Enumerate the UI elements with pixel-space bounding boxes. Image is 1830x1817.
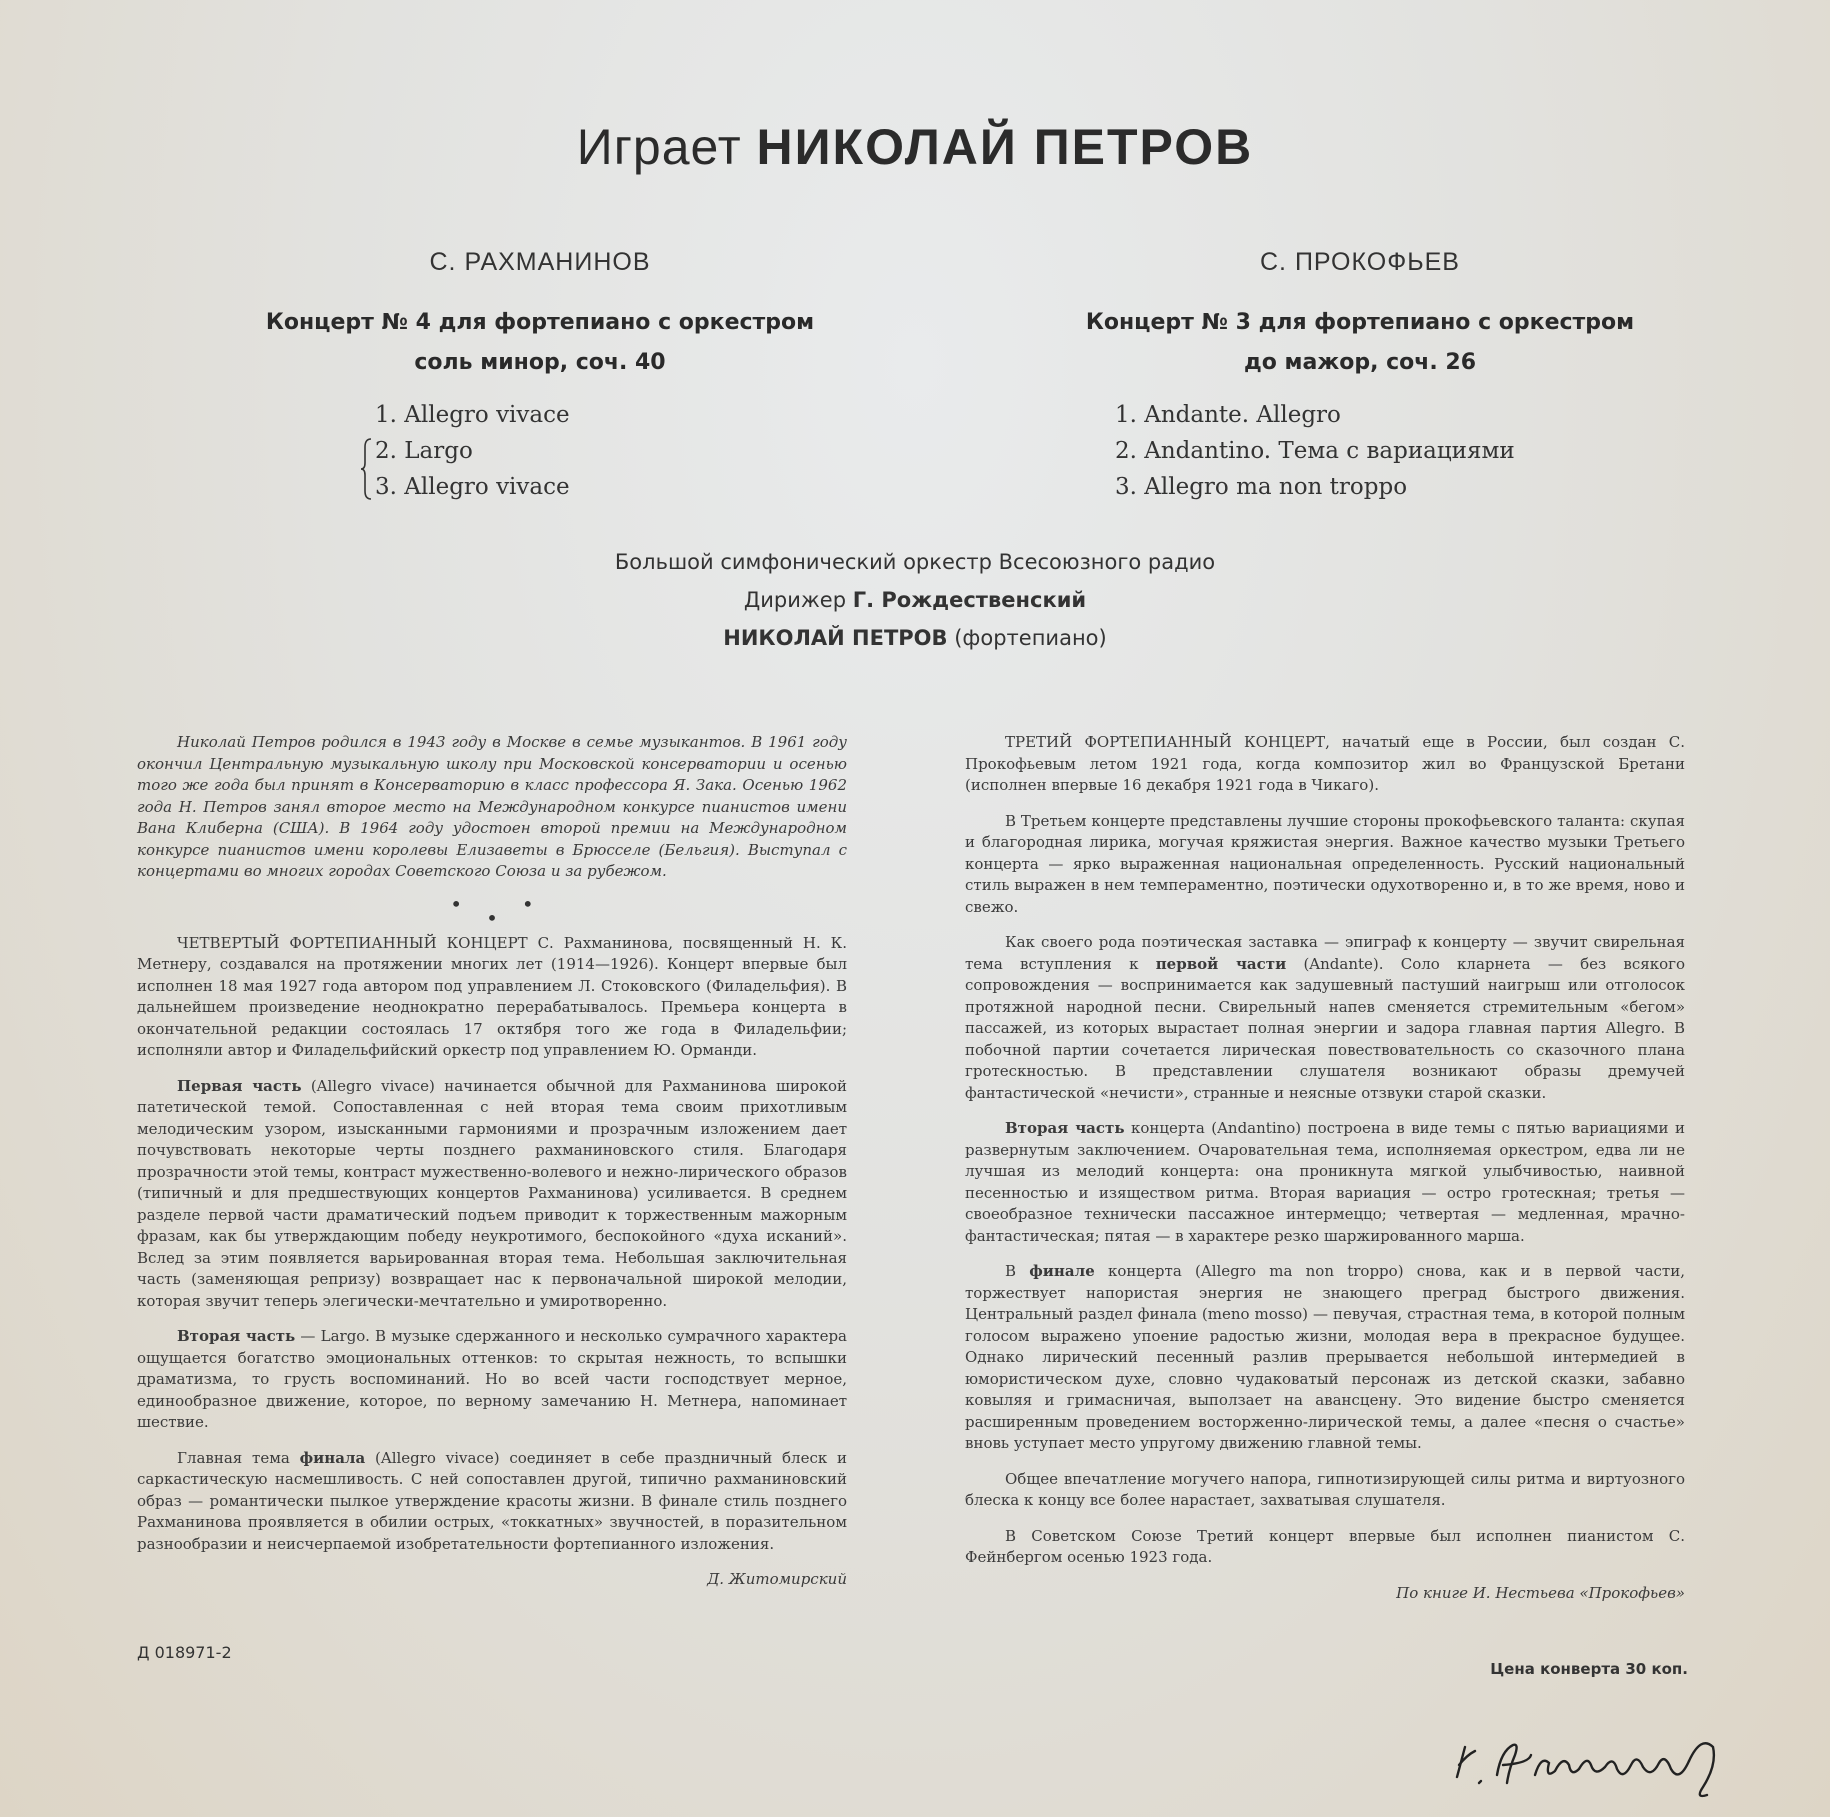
- headline-prefix: Играет: [576, 119, 742, 175]
- notes-paragraph: Главная тема финала (Allegro vivace) соединяет в себе праздничный блеск и саркастическую насмешливость. С ней сопоставлен другой, типично рахманиновский образ — романтически пылкое утверждение красоты жизни. В финале стиль позднего Рахманинова проявляется в обилии острых, «токкатных» звучностей, в поразительном разнообразии и неисчерпаемой изобретательности фортепианного изложения.: [137, 1448, 847, 1553]
- work-title-line1: Концерт № 4 для фортепиано с оркестром: [265, 310, 815, 335]
- notes-column-left: [137, 732, 847, 1591]
- notes-paragraph: Вторая часть концерта (Andantino) построена в виде темы с пятью вариациями и развернутым заключением. Очаровательная тема, исполняемая оркестром, едва ли не лучшая из мелодий концерта: она проникнута мягкой улыбчивостью, наивной песенностью и изяществом ритма. Вторая вариация — остро гротескная; третья — своеобразное технически пассажное интермеццо; четвертая — медленная, мрачно-фантастическая; пятая — в характере резко шаржированного марша.: [965, 1119, 1686, 1245]
- notes-paragraph: В Третьем концерте представлены лучшие стороны прокофьевского таланта: скупая и благородная лирика, могучая кряжистая энергия. Важное качество музыки Третьего концерта — ярко выраженная национальная определенность. Русский национальный стиль выражен в нем темпераментно, поэтически одухотворенно и, в то же время, ново и свежо.: [965, 811, 1685, 916]
- conductor-name: Г. Рождественский: [852, 588, 1087, 612]
- movement-item: 1. Andante. Allegro: [1115, 402, 1341, 428]
- conductor-label: Дирижер: [743, 588, 847, 612]
- notes-paragraph: В Советском Союзе Третий концерт впервые был исполнен пианистом С. Фейнбергом осенью 1923 года.: [965, 1526, 1685, 1566]
- soloist-line: [0, 619, 1830, 657]
- notes-paragraph: ТРЕТИЙ ФОРТЕПИАННЫЙ КОНЦЕРТ, начатый еще в России, был создан С. Прокофьевым летом 1921 года, когда композитор жил во Французской Бретани (исполнен впервые 16 декабря 1921 года в Чикаго).: [965, 733, 1685, 794]
- work-title-line2: до мажор, соч. 26: [1243, 350, 1477, 375]
- notes-paragraph: ЧЕТВЕРТЫЙ ФОРТЕПИАННЫЙ КОНЦЕРТ С. Рахманинова, посвященный Н. К. Метнеру, создавался на протяжении многих лет (1914—1926). Концерт впервые был исполнен 18 мая 1927 года автором под управлением Л. Стоковского (Филадельфия). В дальнейшем произведение неоднократно перерабатывалось. Премьера концерта в окончательной редакции состоялась 17 октября того же года в Филадельфии; исполняли автор и Филадельфийский оркестр под управлением Ю. Орманди.: [137, 933, 847, 1059]
- headline: [0, 118, 1830, 176]
- notes-paragraph: Как своего рода поэтическая заставка — эпиграф к концерту — звучит свирельная тема вступления к первой части (Andante). Соло кларнета — без всякого сопровождения — воспринимается как задушевный пастуший наигрыш или отголосок протяжной народной песни. Свирельный напев сменяется стремительным «бегом» пассажей, из которых вырастает полная энергии и задора главная партия Allegro. В побочной партии сочетается лирическая повествовательность со сказочного плана гротескностью. В представлении слушателя возникают образы дремучей фантастической «нечисти», странные и неясные отзвуки старой сказки.: [965, 933, 1686, 1102]
- notes-source: По книге И. Нестьева «Прокофьев»: [1396, 1583, 1685, 1602]
- soloist-role: (фортепиано): [954, 626, 1107, 650]
- movement-item: [375, 433, 900, 469]
- composer-name: С. ПРОКОФЬЕВ: [1260, 248, 1460, 276]
- notes-author: Д. Житомирский: [707, 1570, 847, 1588]
- composer-name: С. РАХМАНИНОВ: [429, 248, 651, 276]
- performer-bio: Николай Петров родился в 1943 году в Москве в семье музыкантов. В 1961 году окончил Центральную музыкальную школу при Московской консерватории и осенью того же года был принят в Консерваторию в класс профессора Я. Зака. Осенью 1962 года Н. Петров занял второе место на Международном конкурсе пианистов имени Вана Клиберна (США). В 1964 году удостоен второй премии на Международном конкурсе пианистов имени королевы Елизаветы в Брюсселе (Бельгия). Выступал с концертами во многих городах Советского Союза и за рубежом.: [137, 733, 847, 880]
- program-prokofiev: [1000, 248, 1720, 505]
- movement-item: 2. Andantino. Тема с вариациями: [1115, 438, 1515, 464]
- orchestra-name: Большой симфонический оркестр Всесоюзного радио: [614, 550, 1216, 574]
- movement-list: [180, 397, 900, 505]
- notes-paragraph: В финале концерта (Allegro ma non troppo) снова, как и в первой части, торжествует напористая энергия не знающего преград быстрого движения. Центральный раздел финала (meno mosso) — певучая, страстная тема, в которой полным голосом выражено упоение радостью жизни, молодая вера в прекрасное будущее. Однако лирический песенный разлив прерывается небольшой интермедией в юмористическом духе, словно чудаковатый персонаж из детской сказки, забавно ковыляя и гримасничая, выползает на авансцену. Это видение быстро сменяется расширенным проведением восторженно-лирической темы, а далее «песня о счастье» вновь уступает место упругому движению главной темы.: [965, 1262, 1686, 1452]
- notes-paragraph: Общее впечатление могучего напора, гипнотизирующей силы ритма и виртуозного блеска к концу все более нарастает, захватывая слушателя.: [965, 1469, 1685, 1509]
- work-title-line1: Концерт № 3 для фортепиано с оркестром: [1085, 310, 1635, 335]
- work-title-line2: соль минор, соч. 40: [414, 350, 666, 375]
- performance-credits: [0, 543, 1830, 657]
- program-rachmaninov: [180, 248, 900, 505]
- notes-paragraph: Первая часть (Allegro vivace) начинается обычной для Рахманинова широкой патетической темой. Сопоставленная с ней вторая тема своим прихотливым мелодическим узором, изысканными гармониями и прозрачным изложением дает почувствовать некоторые черты позднего рахманиновского стиля. Благодаря прозрачности этой темы, контраст мужественно-волевого и нежно-лирического образов (типичный и для предшествующих концертов Рахманинова) усиливается. В среднем разделе первой части драматический подъем приводит к торжественным мажорным фразам, как бы утверждающим победу неукротимого, беспокойного «духа исканий». Вслед за этим появляется варьированная вторая тема. Небольшая заключительная часть (заменяющая репризу) возвращает нас к первоначальной широкой мелодии, которая звучит теперь элегически-мечтательно и умиротворенно.: [137, 1076, 847, 1310]
- movement-label: 2. Largo: [375, 438, 473, 464]
- conductor-line: [0, 581, 1830, 619]
- autograph-signature: [1445, 1725, 1745, 1805]
- movement-item: 1. Allegro vivace: [375, 402, 570, 428]
- notes-column-right: [965, 732, 1685, 1604]
- soloist-name: НИКОЛАЙ ПЕТРОВ: [723, 626, 948, 650]
- brace-mark: [361, 437, 373, 501]
- headline-performer: НИКОЛАЙ ПЕТРОВ: [756, 119, 1254, 175]
- sleeve-price: Цена конверта 30 коп.: [1490, 1660, 1688, 1678]
- movement-item: 3. Allegro ma non troppo: [1115, 474, 1408, 500]
- movement-list: [1000, 397, 1720, 505]
- movement-item: 3. Allegro vivace: [375, 474, 570, 500]
- section-separator: •••: [450, 891, 534, 930]
- notes-paragraph: Вторая часть — Largo. В музыке сдержанного и несколько сумрачного характера ощущается богатство эмоциональных оттенков: то скрытая нежность, то вспышки драматизма, то грусть воспоминаний. Но во всей части господствует мерное, единообразное движение, которое, по верному замечанию Н. Метнера, напоминает шествие.: [137, 1327, 847, 1431]
- catalog-number: Д 018971-2: [137, 1643, 232, 1662]
